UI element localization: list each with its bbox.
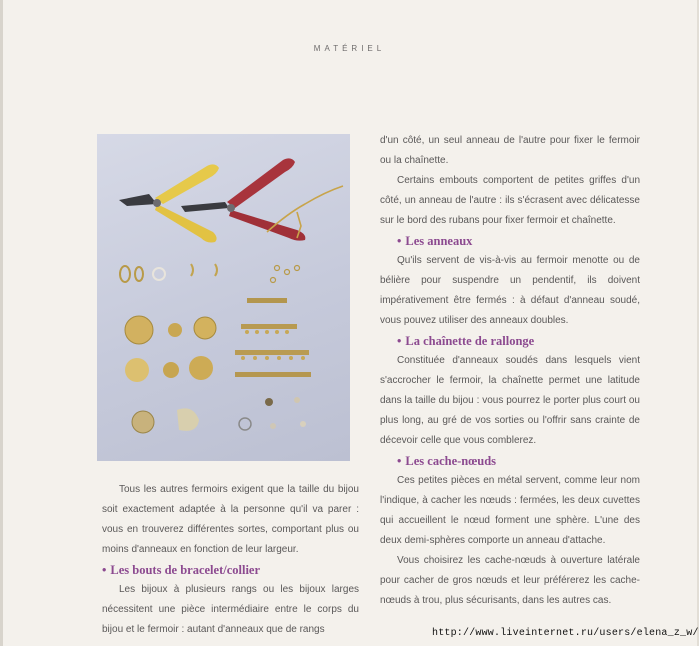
filigree-discs	[125, 316, 216, 433]
continuation-paragraph: d'un côté, un seul anneau de l'autre pour fixer le fermoir ou la chaînette.	[380, 135, 640, 166]
clasp-row	[120, 264, 300, 283]
heading-cache-label: Les cache-nœuds	[405, 454, 497, 468]
source-url-watermark: http://www.liveinternet.ru/users/elena_z_w/	[432, 628, 699, 639]
cache-paragraph-1: Ces petites pièces en métal servent, comme leur nom l'indique, à cacher les nœuds : fermées, les deux cuvettes qui accueillent le nœud forment une sphère. L'une des deux demi-sphères comporte un anneau d'attache.	[380, 475, 640, 546]
bullet-icon: •	[397, 234, 402, 248]
heading-bouts	[102, 560, 359, 580]
bouts-paragraph: Les bijoux à plusieurs rangs ou les bijoux larges nécessitent une pièce intermédiaire entre le corps du bijou et le fermoir : autant d'anneaux que de rangs	[102, 584, 359, 635]
heading-chainette	[380, 331, 640, 351]
bullet-icon: •	[397, 334, 402, 348]
heading-anneaux-label: Les anneaux	[405, 234, 473, 248]
embouts-paragraph: Certains embouts comportent de petites griffes d'un côté, un anneau de l'autre : ils s'écrasent avec délicatesse sur le bord des rubans pour fixer fermoir et chaînette.	[380, 175, 640, 226]
chainette-paragraph: Constituée d'anneaux soudés dans lesquels vient s'accrocher le fermoir, la chaînette permet une latitude dans la taille du bijou : vous pourrez le porter plus court ou plus long, au gré de vos sorties ou l'offrir sans crainte de décevoir celle que vous comblerez.	[380, 355, 640, 446]
intro-paragraph: Tous les autres fermoirs exigent que la taille du bijou soit exactement adaptée à la personne qu'il va parer : vous en trouverez différentes sortes, comportant plus ou moins d'anneaux en fonction de leur largeur.	[102, 484, 359, 555]
crimp-findings	[239, 397, 306, 430]
heading-anneaux	[380, 231, 640, 251]
left-column	[102, 480, 359, 640]
bullet-icon: •	[397, 454, 402, 468]
page-edge-left	[0, 0, 3, 646]
heading-cache-noeuds	[380, 451, 640, 471]
jewelry-findings-photo	[97, 134, 350, 461]
page-header: MATÉRIEL	[313, 44, 386, 53]
cutting-pliers	[119, 164, 219, 242]
right-column	[380, 131, 640, 611]
cache-paragraph-2: Vous choisirez les cache-nœuds à ouverture latérale pour cacher de gros nœuds et leur préférerez les cache-nœuds à trou, plus sécurisants, dans les autres cas.	[380, 555, 640, 606]
anneaux-paragraph: Qu'ils servent de vis-à-vis au fermoir menotte ou de bélière pour suspendre un pendentif, ils doivent impérativement être fermés : à défaut d'anneau soudé, vous pouvez utiliser des anneaux doubles.	[380, 255, 640, 326]
heading-chainette-label: La chaînette de rallonge	[405, 334, 535, 348]
bullet-icon: •	[102, 563, 107, 577]
heading-bouts-label: Les bouts de bracelet/collier	[110, 563, 261, 577]
multi-strand-bars	[235, 298, 311, 377]
